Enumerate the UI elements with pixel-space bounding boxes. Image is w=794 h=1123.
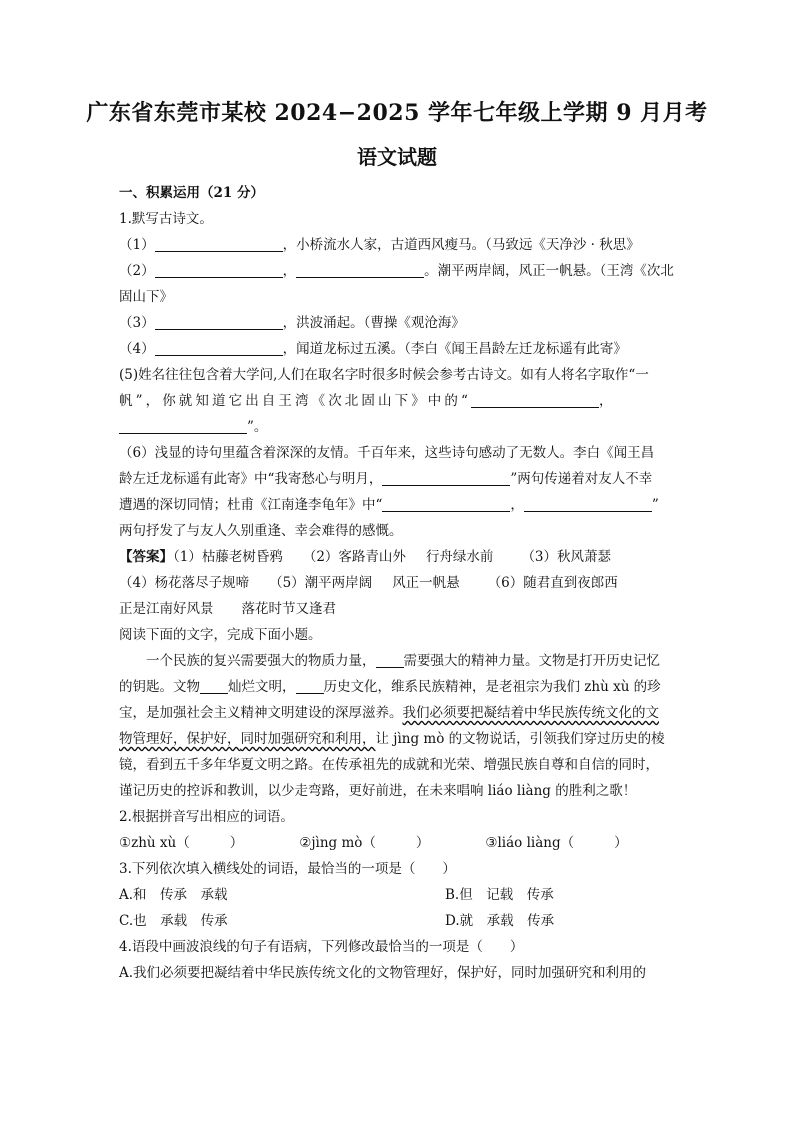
wavy-sentence: 同时加强研究和利用， xyxy=(240,731,376,747)
answer-blank[interactable] xyxy=(155,339,283,356)
q1-6-line1: （6）浅显的诗句里蕴含着深深的友情。千百年来，这些诗句感动了无数人。李白《闻王昌 xyxy=(119,445,655,461)
answer-blank[interactable] xyxy=(296,261,424,278)
section-heading: 一、积累运用（21 分） xyxy=(119,185,264,201)
reading-text: 的钥匙。文物 xyxy=(119,679,200,695)
reading-intro: 阅读下面的文字，完成下面小题。 xyxy=(119,627,322,643)
q3-option-c[interactable]: C.也 承载 传承 xyxy=(119,913,228,929)
answer-item: 正是江南好风景 xyxy=(119,601,214,617)
exam-title: 广东省东莞市某校 2024−2025 学年七年级上学期 9 月月考 xyxy=(86,100,708,126)
q1-4-text: ，闻道龙标过五溪。（李白《闻王昌龄左迁龙标遥有此寄》 xyxy=(282,341,627,357)
answer-blank[interactable] xyxy=(524,495,652,512)
wavy-sentence: 我们必须要把凝结着中华民族传统文化的文 xyxy=(402,705,659,721)
reading-text: 灿烂文明， xyxy=(228,679,296,695)
q3-options-row2 xyxy=(119,908,685,934)
q1-2-sep: ， xyxy=(282,263,297,279)
q1-5-line2 xyxy=(119,388,685,414)
answer-blank[interactable] xyxy=(155,313,283,330)
q1-2-text: 。潮平两岸阔，风正一帆悬。（王湾《次北 xyxy=(424,263,674,279)
q1-1-num: （1） xyxy=(119,237,155,253)
q2-option: ③liáo liàng（ xyxy=(485,835,575,851)
q1-item-4 xyxy=(119,336,685,362)
answer-blank[interactable] xyxy=(296,677,324,694)
reading-text: 一个民族的复兴需要强大的物质力量， xyxy=(146,653,376,669)
answer-blank[interactable] xyxy=(376,651,404,668)
q1-item-1 xyxy=(119,232,685,258)
answer-line3 xyxy=(119,596,685,622)
q4-stem: 4.语段中画波浪线的句子有语病，下列修改最恰当的一项是（ ） xyxy=(119,939,524,955)
q1-2-num: （2） xyxy=(119,263,155,279)
q1-6-text-a: 龄左迁龙标遥有此寄》中“我寄愁心与明月， xyxy=(119,471,383,487)
reading-line6: 谨记历史的控诉和教训，以少走弯路，更好前进，在未来唱响 liáo liàng 的胜利之歌！ xyxy=(119,783,637,799)
q3-option-a[interactable]: A.和 传承 承载 xyxy=(119,887,228,903)
q1-5-sep: ， xyxy=(599,393,613,409)
q3-option-b[interactable]: B.但 记载 传承 xyxy=(445,887,554,903)
q1-6-text-b: ”两句传递着对友人不幸 xyxy=(510,471,653,487)
answer-line1 xyxy=(119,544,685,570)
q1-3-text: ，洪波涌起。（曹操《观沧海》 xyxy=(282,315,465,331)
q1-6-line3 xyxy=(119,492,685,518)
q1-5-text: 帆”，你就知道它出自王湾《次北固山下》中的“ xyxy=(119,393,472,409)
reading-text: 让 jìng mò 的文物说话，引领我们穿过历史的棱 xyxy=(375,731,665,747)
answer-tag: 【答案】 xyxy=(119,549,173,565)
q1-5-line3 xyxy=(119,414,685,440)
q1-6-line2 xyxy=(119,466,685,492)
answer-blank[interactable] xyxy=(382,495,510,512)
q2-option: ①zhù xù（ xyxy=(119,835,190,851)
answer-item: 风正一帆悬 xyxy=(392,575,460,591)
q3-option-d[interactable]: D.就 承载 传承 xyxy=(445,913,555,929)
answer-blank[interactable] xyxy=(155,235,283,252)
answer-item: 落花时节又逢君 xyxy=(241,601,336,617)
q1-item-2 xyxy=(119,258,685,284)
answer-blank[interactable] xyxy=(382,469,510,486)
q2-option: ②jìng mò（ xyxy=(299,835,376,851)
exam-subtitle: 语文试题 xyxy=(357,145,437,169)
q1-4-num: （4） xyxy=(119,341,155,357)
reading-line2 xyxy=(119,674,685,700)
reading-text: 历史文化，维系民族精神，是老祖宗为我们 zhù xù 的珍 xyxy=(323,679,661,695)
answer-blank[interactable] xyxy=(200,677,228,694)
q1-6-text-c: 遭遇的深切同情；杜甫《江南逢李龟年》中“ xyxy=(119,497,383,513)
q2-options xyxy=(119,830,685,856)
q1-1-text: ，小桥流水人家，古道西风瘦马。（马致远《天净沙 · 秋思》 xyxy=(282,237,640,253)
answer-item: 行舟绿水前 xyxy=(425,549,494,565)
q2-stem: 2.根据拼音写出相应的词语。 xyxy=(119,809,294,825)
answer-item: （4）杨花落尽子规啼 xyxy=(119,575,250,591)
q1-2-cont: 固山下》 xyxy=(119,289,173,305)
answer-item: （6）随君直到夜郎西 xyxy=(487,575,618,591)
q1-5-end: ”。 xyxy=(247,419,268,435)
q1-6-line4: 两句抒发了与友人久别重逢、幸会难得的感慨。 xyxy=(119,523,403,539)
answer-blank[interactable] xyxy=(155,261,283,278)
q4-option-a[interactable]: A.我们必须要把凝结着中华民族传统文化的文物管理好，保护好，同时加强研究和利用的 xyxy=(119,965,647,981)
answer-item: （2）客路青山外 xyxy=(302,549,406,565)
reading-line1 xyxy=(119,648,685,674)
answer-blank[interactable] xyxy=(119,417,247,434)
answer-item: （3）秋风萧瑟 xyxy=(521,549,612,565)
answer-blank[interactable] xyxy=(471,391,599,408)
answer-item: （1）枯藤老树昏鸦 xyxy=(173,549,283,565)
reading-line5: 镜，看到五千多年华夏文明之路。在传承祖先的成就和光荣、增强民族自尊和自信的同时， xyxy=(119,757,659,773)
answer-item: （5）潮平两岸阔 xyxy=(269,575,373,591)
reading-text: 需要强大的精神力量。文物是打开历史记忆 xyxy=(403,653,660,669)
q1-item-3 xyxy=(119,310,685,336)
wavy-sentence: 物管理好，保护好， xyxy=(119,731,241,747)
q3-stem: 3.下列依次填入横线处的词语，最恰当的一项是（ ） xyxy=(119,861,456,877)
q2-option-close: ） xyxy=(415,835,430,851)
reading-line4 xyxy=(119,726,685,752)
q1-stem: 1.默写古诗文。 xyxy=(119,211,213,227)
q1-6-sep: ， xyxy=(510,497,524,513)
q1-6-end: ” xyxy=(651,497,659,513)
q2-option-close: ） xyxy=(614,835,628,851)
q2-option-close: ） xyxy=(229,835,244,851)
q1-3-num: （3） xyxy=(119,315,155,331)
exam-content xyxy=(119,180,685,986)
reading-line3 xyxy=(119,700,685,726)
q1-5-line1: (5)姓名往往包含着大学问,人们在取名字时很多时候会参考古诗文。如有人将名字取作“一 xyxy=(119,367,649,383)
q3-options-row1 xyxy=(119,882,685,908)
reading-text: 宝，是加强社会主义精神文明建设的深厚滋养。 xyxy=(119,705,403,721)
answer-line2 xyxy=(119,570,685,596)
